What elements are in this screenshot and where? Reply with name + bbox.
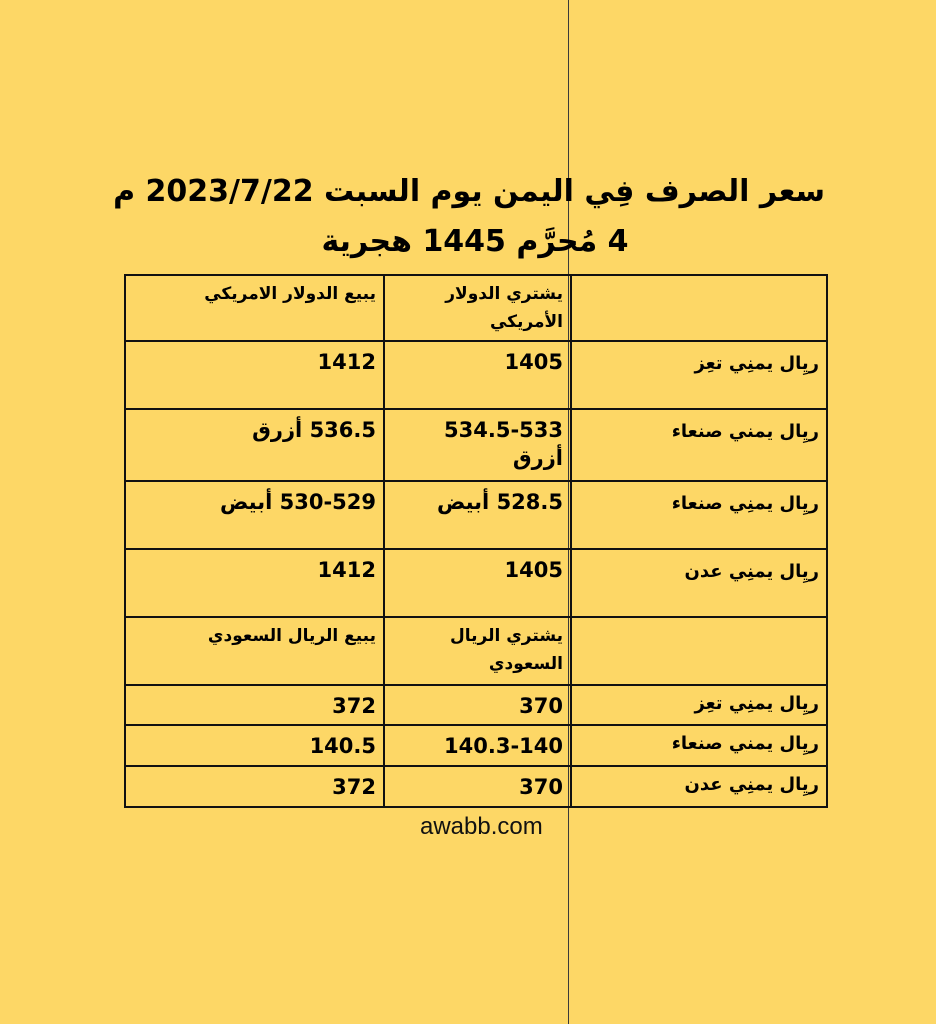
buy-value: 1405 — [384, 549, 571, 617]
page-subtitle: 4 مُحرَّم 1445 هجرية — [321, 224, 629, 259]
sell-value: 140.5 — [125, 725, 384, 766]
header-empty-cell — [571, 617, 827, 685]
row-label: ريِال يمني صنعاء — [571, 409, 827, 481]
row-label: ريِال يمنِي تعِز — [571, 685, 827, 725]
usd-buy-header: يشتري الدولار الأمريكي — [384, 275, 571, 341]
buy-value: 534.5-533 أزرق — [384, 409, 571, 481]
sell-value: 372 — [125, 766, 384, 807]
sar-buy-header: يشتري الريال السعودي — [384, 617, 571, 685]
table-row — [125, 549, 827, 617]
page-title: سعر الصرف فِي اليمن يوم السبت 2023/7/22 م — [113, 174, 825, 209]
sar-header-row — [125, 617, 827, 685]
table-row — [125, 481, 827, 549]
usd-sell-header: يبيع الدولار الامريكي — [125, 275, 384, 341]
table-row — [125, 409, 827, 481]
buy-value: 370 — [384, 766, 571, 807]
sell-value: 1412 — [125, 549, 384, 617]
row-label: ريِال يمني صنعاء — [571, 725, 827, 766]
table-row — [125, 341, 827, 409]
buy-value: 528.5 أبيض — [384, 481, 571, 549]
row-label: ريِال يمنِي صنعاء — [571, 481, 827, 549]
buy-value: 370 — [384, 685, 571, 725]
row-label: ريِال يمنِي عدن — [571, 549, 827, 617]
sell-value: 372 — [125, 685, 384, 725]
buy-value: 1405 — [384, 341, 571, 409]
usd-header-row — [125, 275, 827, 341]
sar-sell-header: يبيع الريال السعودي — [125, 617, 384, 685]
table-row — [125, 725, 827, 766]
row-label: ريِال يمنِي عدن — [571, 766, 827, 807]
sell-value: 530-529 أبيض — [125, 481, 384, 549]
sell-value: 536.5 أزرق — [125, 409, 384, 481]
table-row — [125, 685, 827, 725]
sell-value: 1412 — [125, 341, 384, 409]
exchange-rates-table — [124, 274, 828, 808]
row-label: ريِال يمنِي تعِز — [571, 341, 827, 409]
table-row — [125, 766, 827, 807]
website-watermark: awabb.com — [420, 813, 543, 840]
header-empty-cell — [571, 275, 827, 341]
buy-value: 140.3-140 — [384, 725, 571, 766]
